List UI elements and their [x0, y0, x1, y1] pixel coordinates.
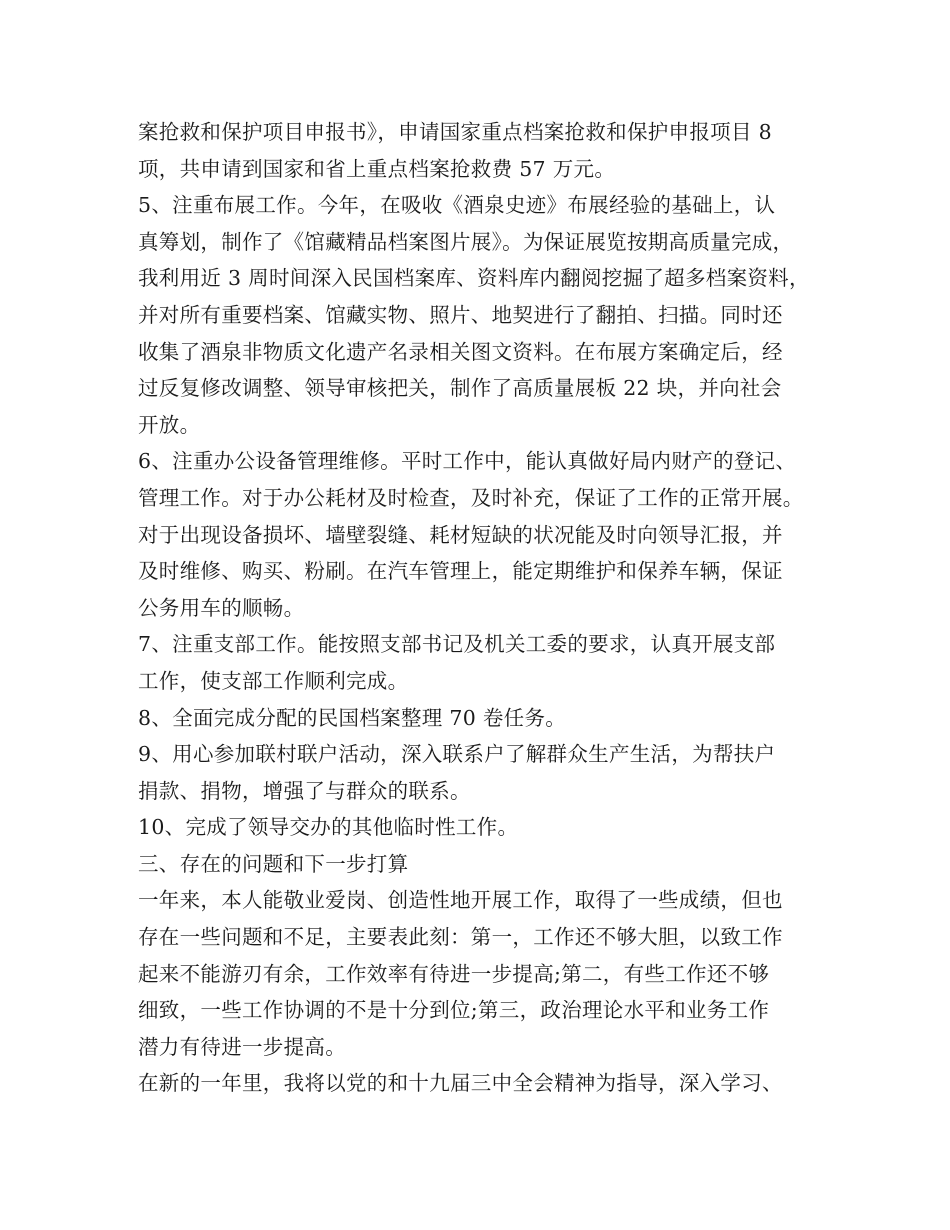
section-heading: 三、存在的问题和下一步打算	[138, 851, 409, 876]
text-line: 案抢救和保护项目申报书》，申请国家重点档案抢救和保护申报项目 8	[138, 120, 772, 144]
text-line: 过反复修改调整、领导审核把关，制作了高质量展板 22 块，并向社会	[138, 376, 782, 401]
text-line: 真筹划，制作了《馆藏精品档案图片展》。为保证展览按期高质量完成，	[138, 229, 794, 254]
text-line: 并对所有重要档案、馆藏实物、照片、地契进行了翻拍、扫描。同时还	[138, 302, 783, 327]
text-line: 工作，使支部工作顺利完成。	[138, 668, 409, 693]
text-line: 对于出现设备损坏、墙壁裂缝、耗材短缺的状况能及时向领导汇报，并	[138, 522, 783, 547]
text-line: 及时维修、购买、粉刷。在汽车管理上，能定期维护和保养车辆，保证	[138, 559, 783, 584]
text-line: 收集了酒泉非物质文化遗产名录相关图文资料。在布展方案确定后，经	[138, 339, 783, 364]
text-line: 我利用近 3 周时间深入民国档案库、资料库内翻阅挖掘了超多档案资料，	[138, 266, 810, 291]
text-line: 存在一些问题和不足，主要表此刻：第一，工作还不够大胆，以致工作	[138, 925, 783, 950]
text-line: 项，共申请到国家和省上重点档案抢救费 57 万元。	[138, 156, 616, 181]
text-line: 7、注重支部工作。能按照支部书记及机关工委的要求，认真开展支部	[138, 632, 776, 657]
text-line: 8、全面完成分配的民国档案整理 70 卷任务。	[138, 705, 567, 730]
text-line: 在新的一年里，我将以党的和十九届三中全会精神为指导，深入学习、	[138, 1071, 783, 1096]
text-line: 5、注重布展工作。今年，在吸收《酒泉史迹》布展经验的基础上，认	[138, 193, 776, 218]
text-line: 6、注重办公设备管理维修。平时工作中，能认真做好局内财产的登记、	[138, 449, 797, 474]
text-line: 捐款、捐物，增强了与群众的联系。	[138, 778, 471, 803]
text-line: 起来不能游刃有余，工作效率有待进一步提高;第二，有些工作还不够	[138, 961, 770, 986]
text-line: 公务用车的顺畅。	[138, 595, 305, 620]
text-line: 9、用心参加联村联户活动，深入联系户了解群众生产生活，为帮扶户	[138, 742, 776, 767]
text-line: 开放。	[138, 412, 201, 437]
document-body	[138, 114, 822, 1102]
text-line: 10、完成了领导交办的其他临时性工作。	[138, 815, 519, 840]
text-line: 细致，一些工作协调的不是十分到位;第三，政治理论水平和业务工作	[138, 998, 770, 1023]
text-line: 潜力有待进一步提高。	[138, 1034, 346, 1059]
text-line: 一年来，本人能敬业爱岗、创造性地开展工作，取得了一些成绩，但也	[138, 888, 783, 913]
text-line: 管理工作。对于办公耗材及时检查，及时补充，保证了工作的正常开展。	[138, 485, 804, 510]
